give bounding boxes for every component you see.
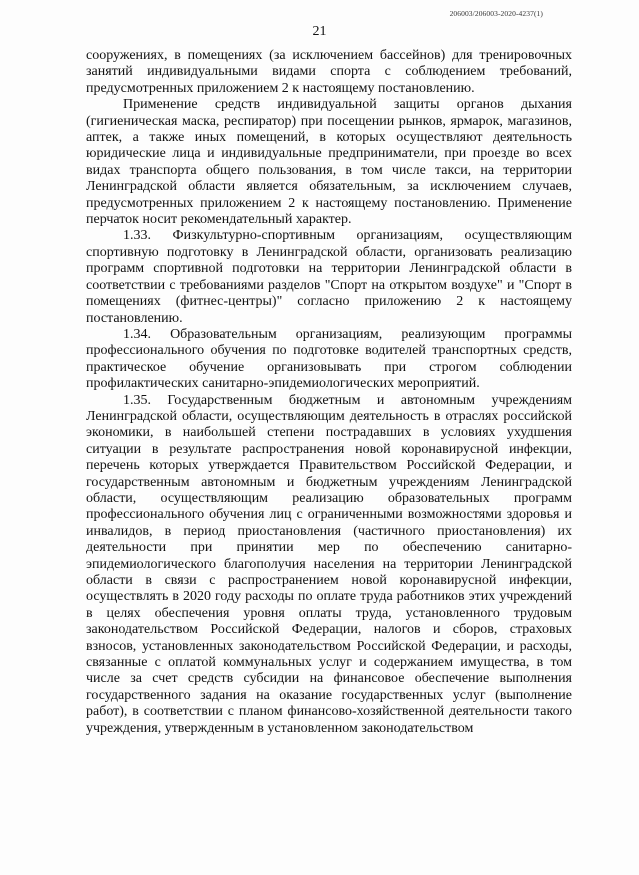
document-body	[86, 48, 572, 737]
page-number: 21	[312, 24, 327, 39]
paragraph-1-35: 1.35. Государственным бюджетным и автономным учреждениям Ленинградской области, осуществляющим деятельность в отраслях российской экономики, в наибольшей степени пострадавших в условиях ухудшения ситуации в результате распространения новой коронавирусной инфекции, перечень которых утверждается Правительством Российской Федерации, и государственным автономным и бюджетным учреждениям Ленинградской области, осуществляющим реализацию образовательных программ профессионального обучения лиц с ограниченными возможностями здоровья и инвалидов, в период приостановления (частичного приостановления) их деятельности при принятии мер по обеспечению санитарно-эпидемиологического благополучия населения на территории Ленинградской области в связи с распространением новой коронавирусной инфекции, осуществлять в 2020 году расходы по оплате труда работников этих учреждений в целях обеспечения уровня оплаты труда, установленного трудовым законодательством Российской Федерации, налогов и сборов, страховых взносов, установленных законодательством Российской Федерации, и расходы, связанные с оплатой коммунальных услуг и содержанием имущества, в том числе за счет средств субсидии на финансовое обеспечение выполнения государственного задания на оказание государственных услуг (выполнение работ), в соответствии с планом финансово-хозяйственной деятельности такого учреждения, утвержденным в установленном законодательством	[86, 392, 572, 736]
document-code: 206003/206003-2020-4237(1)	[449, 9, 543, 18]
paragraph-ppe-requirement: Применение средств индивидуальной защиты органов дыхания (гигиеническая маска, респиратор) при посещении рынков, ярмарок, магазинов, аптек, а также иных помещений, в которых осуществляют деятельность юридические лица и индивидуальные предприниматели, при проезде во всех видах транспорта общего пользования, в том числе такси, на территории Ленинградской области является обязательным, за исключением случаев, предусмотренных приложением 2 к настоящему постановлению. Применение перчаток носит рекомендательный характер.	[86, 97, 572, 228]
paragraph-1-34: 1.34. Образовательным организациям, реализующим программы профессионального обучения по подготовке водителей транспортных средств, практическое обучение организовывать при строгом соблюдении профилактических санитарно-эпидемиологических мероприятий.	[86, 326, 572, 392]
paragraph-continuation: сооружениях, в помещениях (за исключением бассейнов) для тренировочных занятий индивидуальными видами спорта с соблюдением требований, предусмотренных приложением 2 к настоящему постановлению.	[86, 48, 572, 96]
paragraph-1-33: 1.33. Физкультурно-спортивным организациям, осуществляющим спортивную подготовку в Ленинградской области, организовать реализацию программ спортивной подготовки на территории Ленинградской области в соответствии с требованиями разделов "Спорт на открытом воздухе" и "Спорт в помещениях (фитнес-центры)" согласно приложению 2 к настоящему постановлению.	[86, 228, 572, 326]
